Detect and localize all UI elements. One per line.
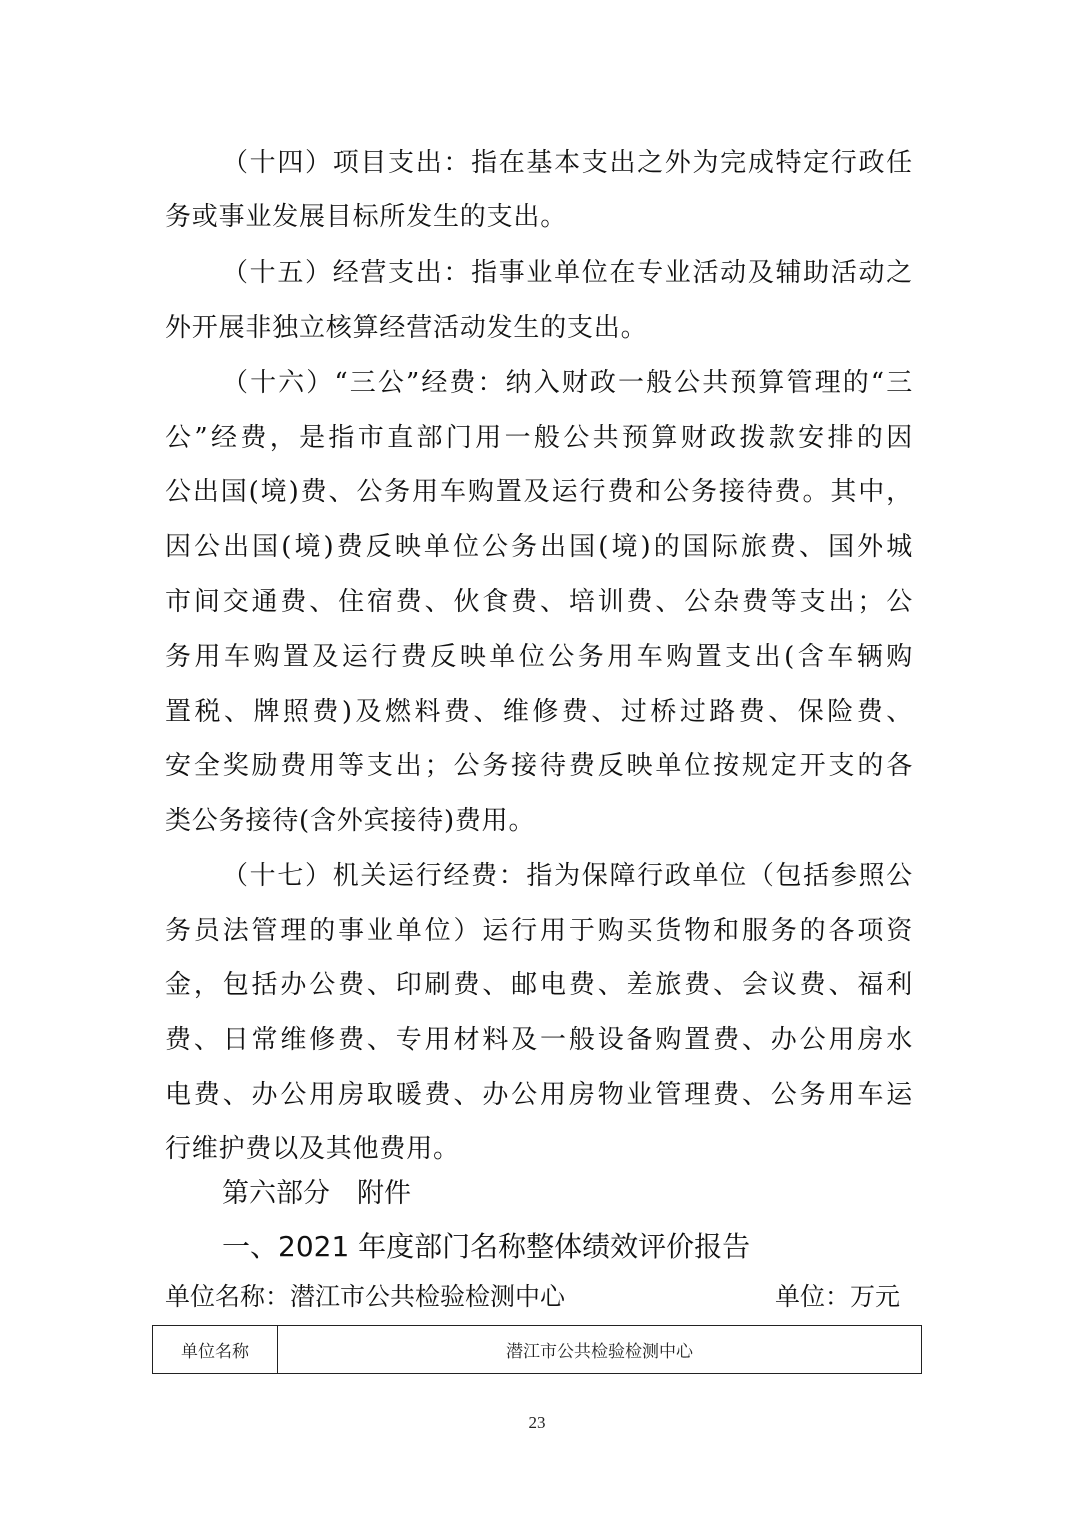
paragraph-line: 公出国(境)费、公务用车购置及运行费和公务接待费。其中， bbox=[165, 477, 913, 507]
paragraph-line: （十七）机关运行经费：指为保障行政单位（包括参照公 bbox=[222, 861, 913, 891]
paragraph-line: 行维护费以及其他费用。 bbox=[165, 1134, 460, 1164]
paragraph-line: 置税、牌照费)及燃料费、维修费、过桥过路费、保险费、 bbox=[165, 697, 913, 727]
unit-info-table bbox=[152, 1325, 922, 1374]
table-cell-label: 单位名称 bbox=[153, 1326, 278, 1374]
paragraph-line: 金，包括办公费、印刷费、邮电费、差旅费、会议费、福利 bbox=[165, 970, 913, 1000]
paragraph-line: 类公务接待(含外宾接待)费用。 bbox=[165, 806, 536, 836]
section-title: 第六部分 附件 bbox=[222, 1178, 411, 1209]
paragraph-line: 电费、办公用房取暖费、办公用房物业管理费、公务用车运 bbox=[165, 1080, 913, 1110]
unit-info-row bbox=[165, 1280, 900, 1314]
paragraph-line: 务员法管理的事业单位）运行用于购买货物和服务的各项资 bbox=[165, 916, 913, 946]
paragraph-line: 市间交通费、住宿费、伙食费、培训费、公杂费等支出；公 bbox=[165, 587, 913, 617]
page-number: 23 bbox=[528, 1413, 546, 1432]
paragraph-line: （十四）项目支出：指在基本支出之外为完成特定行政任 bbox=[222, 148, 913, 178]
paragraph-line: 务用车购置及运行费反映单位公务用车购置支出(含车辆购 bbox=[165, 642, 913, 672]
paragraph-line: 外开展非独立核算经营活动发生的支出。 bbox=[165, 313, 648, 343]
paragraph-line: 安全奖励费用等支出；公务接待费反映单位按规定开支的各 bbox=[165, 751, 913, 781]
table-cell-value: 潜江市公共检验检测中心 bbox=[278, 1326, 922, 1374]
unit-name-line: 单位名称：潜江市公共检验检测中心 bbox=[165, 1282, 566, 1311]
paragraph-line: （十六）“三公”经费：纳入财政一般公共预算管理的“三 bbox=[222, 368, 913, 398]
paragraph-line: 公”经费，是指市直部门用一般公共预算财政拨款安排的因 bbox=[165, 423, 913, 453]
unit-measure: 单位：万元 bbox=[774, 1282, 900, 1311]
paragraph-line: 务或事业发展目标所发生的支出。 bbox=[165, 202, 568, 232]
table-row bbox=[153, 1326, 922, 1374]
paragraph-line: （十五）经营支出：指事业单位在专业活动及辅助活动之 bbox=[222, 258, 913, 288]
paragraph-line: 因公出国(境)费反映单位公务出国(境)的国际旅费、国外城 bbox=[165, 532, 913, 562]
paragraph-line: 费、日常维修费、专用材料及一般设备购置费、办公用房水 bbox=[165, 1025, 913, 1055]
subsection-title: 一、2021 年度部门名称整体绩效评价报告 bbox=[222, 1230, 751, 1263]
